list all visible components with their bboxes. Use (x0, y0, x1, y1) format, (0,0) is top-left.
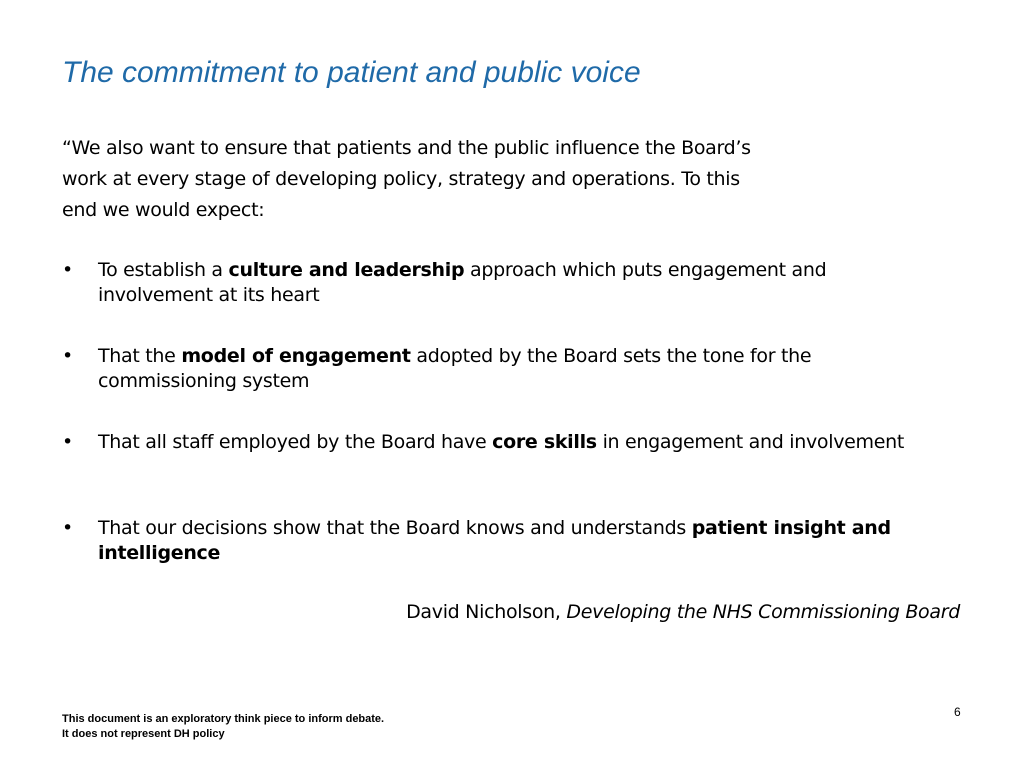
citation-author: David Nicholson, (406, 601, 567, 623)
item-emphasis: culture and leadership (228, 259, 465, 281)
list-item (62, 258, 942, 344)
item-text: in engagement and involvement (596, 431, 905, 453)
item-emphasis: core skills (492, 431, 597, 453)
item-text: approach which puts engagement and involvement at its heart (98, 259, 827, 306)
bullet-icon: • (62, 345, 73, 367)
citation (406, 601, 960, 623)
bullet-icon: • (62, 259, 73, 281)
bullet-icon: • (62, 431, 73, 453)
page-number: 6 (954, 705, 961, 719)
item-emphasis: patient insight and intelligence (98, 517, 891, 564)
list-item (62, 430, 942, 516)
intro-quote (62, 133, 882, 226)
item-text: adopted by the Board sets the tone for the commissioning system (98, 345, 812, 392)
list-item (62, 344, 942, 430)
intro-line: end we would expect: (62, 199, 265, 221)
slide-title: The commitment to patient and public voice (62, 56, 641, 89)
intro-line: work at every stage of developing policy, strategy and operations. To this (62, 168, 740, 190)
item-text: That all staff employed by the Board have (98, 431, 493, 453)
expectations-list (62, 258, 942, 602)
footer-line: It does not represent DH policy (62, 728, 225, 740)
item-text: To establish a (98, 259, 229, 281)
item-text: That our decisions show that the Board knows and understands (98, 517, 692, 539)
intro-line: “We also want to ensure that patients and the public influence the Board’s (62, 137, 751, 159)
list-item (62, 516, 942, 602)
bullet-icon: • (62, 517, 73, 539)
item-text: That the (98, 345, 182, 367)
citation-work: Developing the NHS Commissioning Board (566, 601, 960, 623)
footer-disclaimer (62, 712, 384, 742)
item-emphasis: model of engagement (181, 345, 411, 367)
footer-line: This document is an exploratory think piece to inform debate. (62, 713, 385, 725)
